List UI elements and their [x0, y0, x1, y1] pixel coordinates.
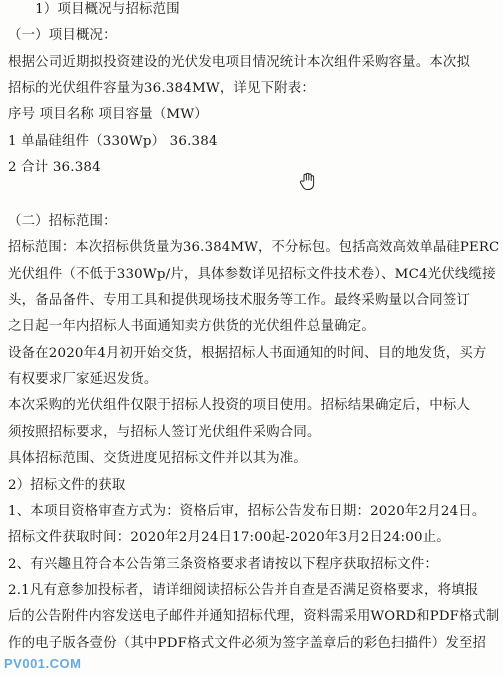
paragraph-line: 之日起一年内招标人书面通知卖方供货的光伏组件总量确定。 — [8, 319, 375, 334]
paragraph-line: 具体招标范围、交货进度见招标文件并以其为准。 — [8, 451, 307, 466]
site-watermark: PV001.COM — [4, 656, 82, 671]
subheading-bidding-scope: （二）招标范围： — [8, 214, 117, 229]
section-heading-obtain-documents: 2）招标文件的获取 — [8, 478, 126, 493]
paragraph-line: 设备在2020年4月初开始交货，根据招标人书面通知的时间、目的地发货，买方 — [8, 346, 487, 361]
paragraph-line: 后的公告附件内容发送电子邮件并通知招标代理，资料需采用WORD和PDF格式制 — [8, 609, 500, 624]
section-heading-overview: 1）项目概况与招标范围 — [8, 2, 180, 17]
paragraph-line: 招标文件获取时间：2020年2月24日17:00起-2020年3月2日24:00止。 — [8, 530, 450, 545]
paragraph-line: 招标范围：本次招标供货量为36.384MW，不分标包。包括高效高效单晶硅PERC — [8, 240, 500, 255]
paragraph-line: 头，备品备件、专用工具和提供现场技术服务等工作。最终采购量以合同签订 — [8, 293, 471, 308]
paragraph-line: 光伏组件（不低于330Wp/片，具体参数详见招标文件技术卷）、MC4光伏线缆接 — [8, 267, 496, 282]
hand-pointer-icon — [298, 172, 318, 192]
paragraph-line: 须按照招标要求，与招标人签订光伏组件采购合同。 — [8, 425, 321, 440]
paragraph-line: 1、本项目资格审查方式为：资格后审，招标公告发布日期：2020年2月24日。 — [8, 504, 486, 519]
paragraph-line: 有权要求厂家延迟发货。 — [8, 372, 158, 387]
table-row-line: 1 单晶硅组件（330Wp） 36.384 — [8, 134, 218, 149]
paragraph-line: 根据公司近期拟投资建设的光伏发电项目情况统计本次组件采购容量。本次拟 — [8, 55, 471, 70]
subheading-project-overview: （一）项目概况： — [8, 28, 117, 43]
paragraph-line: 2.1凡有意参加投标者，请详细阅读招标公告并自查是否满足资格要求，将填报 — [8, 583, 479, 598]
paragraph-line: 本次采购的光伏组件仅限于招标人投资的项目使用。招标结果确定后，中标人 — [8, 398, 471, 413]
paragraph-line: 作的电子版各壹份（其中PDF格式文件必须为签字盖章后的彩色扫描件）发至招 — [8, 636, 487, 651]
paragraph-line: 2、有兴趣且符合本公告第三条资格要求者请按以下程序获取招标文件： — [8, 557, 439, 572]
table-row-line: 2 合计 36.384 — [8, 160, 101, 175]
table-header-line: 序号 项目名称 项目容量（MW） — [8, 107, 208, 122]
paragraph-line: 招标的光伏组件容量为36.384MW，详见下附表： — [8, 81, 315, 96]
